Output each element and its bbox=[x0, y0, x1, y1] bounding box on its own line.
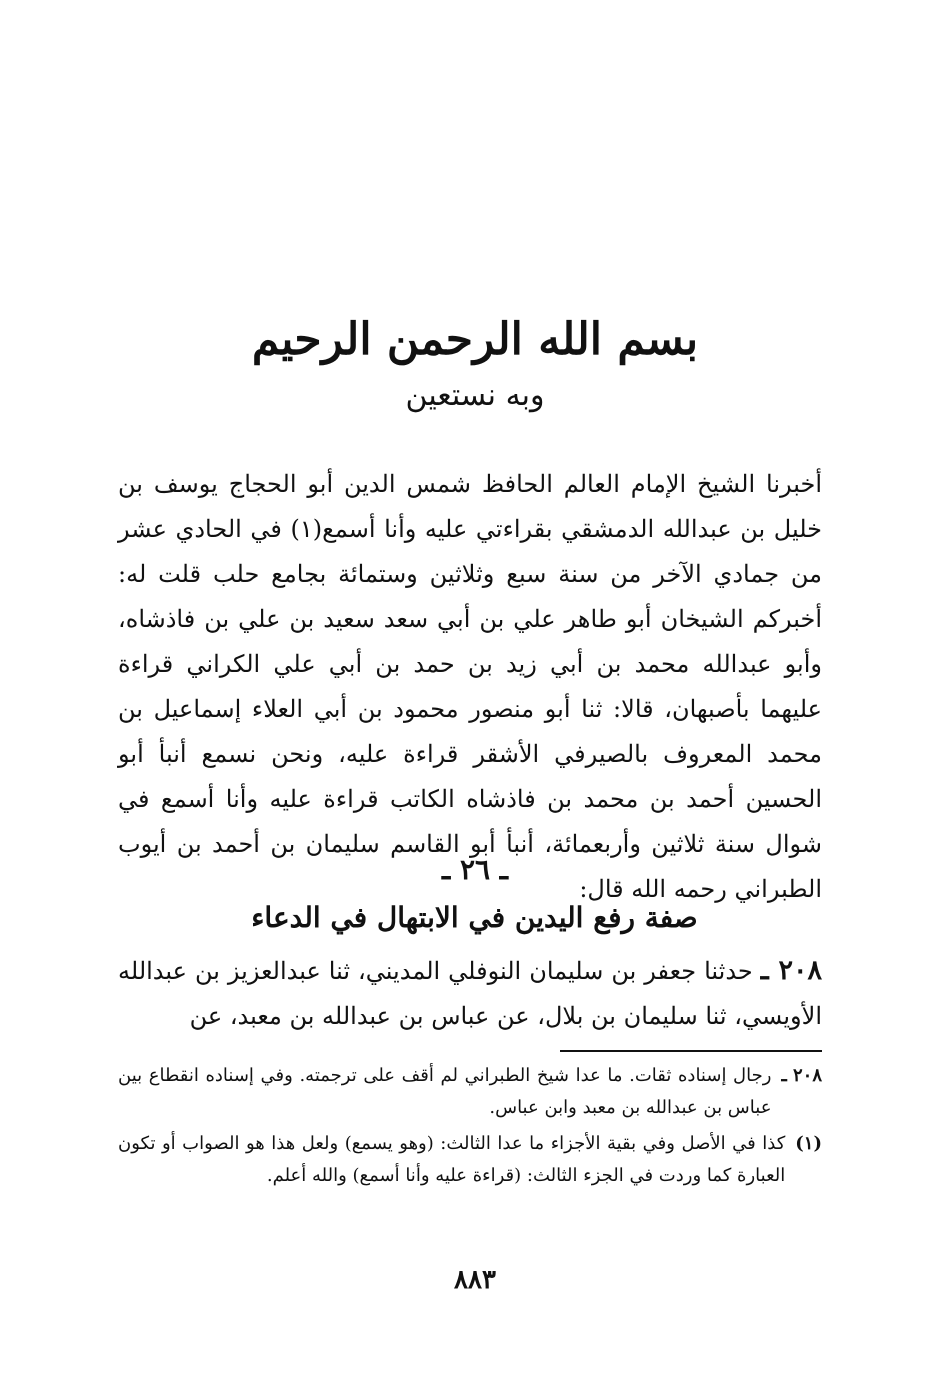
basmala-heading: بسم الله الرحمن الرحيم bbox=[251, 314, 699, 365]
footnote-mark: ٢٠٨ ـ bbox=[781, 1065, 822, 1086]
footnote-text: كذا في الأصل وفي بقية الأجزاء ما عدا الثالث: (وهو يسمع) ولعل هذا هو الصواب أو تكون العبارة كما وردت في الجزء الثالث: (قراءة عليه وأنا أسمع) والله أعلم. bbox=[118, 1133, 786, 1186]
hadith-number: ٢٠٨ ـ bbox=[760, 955, 823, 986]
hadith-text: حدثنا جعفر بن سليمان النوفلي المديني، ثنا عبدالعزيز بن عبدالله الأويسي، ثنا سليمان بن بلال، عن عباس بن عبدالله بن معبد، عن bbox=[118, 957, 822, 1030]
hadith-paragraph bbox=[118, 948, 822, 1039]
isnad-paragraph bbox=[118, 462, 822, 912]
page-number: ٨٨٣ bbox=[454, 1265, 496, 1295]
footnote-divider bbox=[560, 1050, 822, 1052]
chapter-number: ـ ٢٦ ـ bbox=[442, 853, 508, 886]
footnotes bbox=[118, 1060, 822, 1196]
footnote-item bbox=[118, 1060, 822, 1124]
chapter-title: صفة رفع اليدين في الابتهال في الدعاء bbox=[251, 901, 698, 934]
footnote-item bbox=[118, 1128, 822, 1192]
invocation-subheading: وبه نستعين bbox=[405, 378, 545, 413]
footnote-text: رجال إسناده ثقات. ما عدا شيخ الطبراني لم أقف على ترجمته. وفي إسناده انقطاع بين عباس بن عبدالله بن معبد وابن عباس. bbox=[118, 1065, 772, 1118]
footnote-mark: (١) bbox=[795, 1133, 822, 1154]
isnad-text: أخبرنا الشيخ الإمام العالم الحافظ شمس الدين أبو الحجاج يوسف بن خليل بن عبدالله الدمشقي بقراءتي عليه وأنا أسمع(١) في الحادي عشر من جمادي الآخر من سنة سبع وثلاثين وستمائة بجامع حلب قلت له: أخبركم الشيخان أبو طاهر علي بن أبي سعد سعيد بن علي بن فاذشاه، وأبو عبدالله محمد بن أبي زيد بن حمد بن أبي علي الكراني قراءة عليهما بأصبهان، قالا: ثنا أبو منصور محمود بن أبي العلاء إسماعيل بن محمد المعروف بالصيرفي الأشقر قراءة عليه، ونحن نسمع أنبأ أبو الحسين أحمد بن محمد بن فاذشاه الكاتب قراءة عليه وأنا أسمع في شوال سنة ثلاثين وأربعمائة، أنبأ أبو القاسم سليمان بن أحمد بن أيوب الطبراني رحمه الله قال: bbox=[118, 470, 822, 903]
